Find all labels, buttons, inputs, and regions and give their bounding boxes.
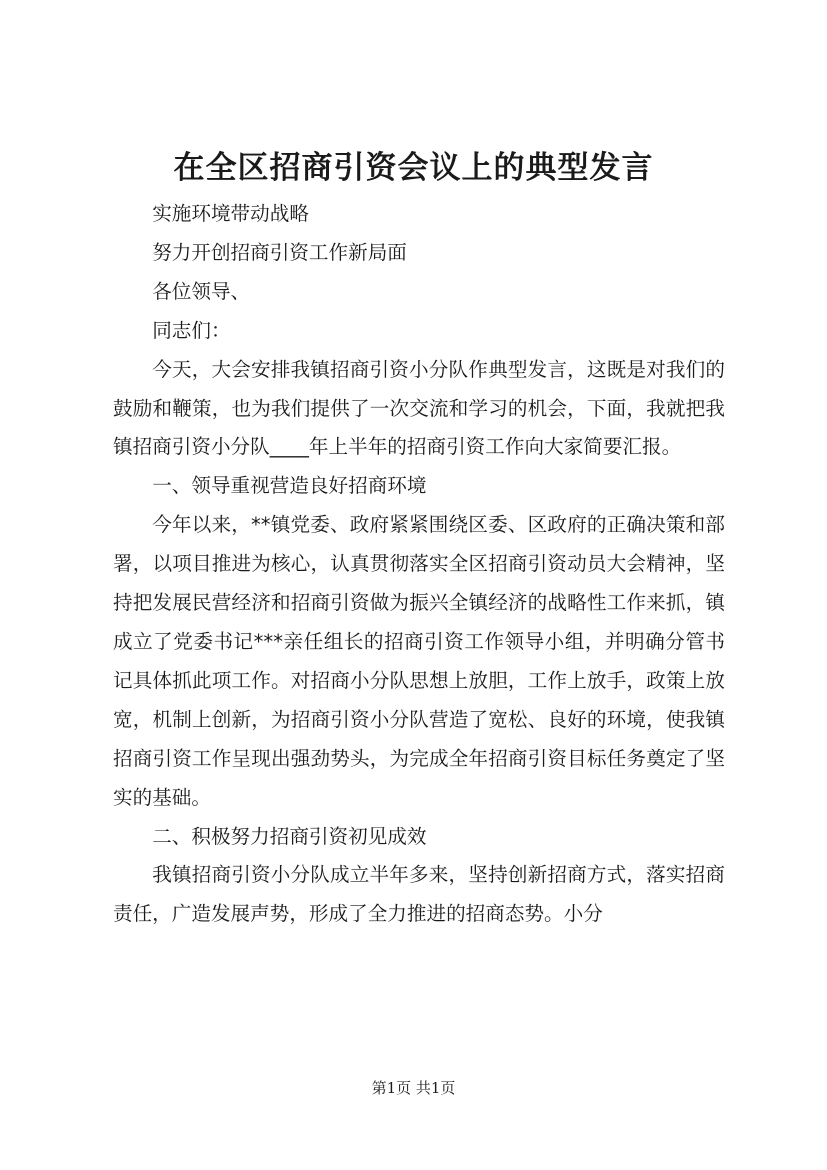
body-paragraph: 实施环境带动战略 <box>152 202 309 225</box>
body-paragraph: 同志们： <box>152 318 231 342</box>
body-paragraph: 今年以来，**镇党委、政府紧紧围绕区委、区政府的正确决策和部署，以项目推进为核心，认真贯彻落实全区招商引资动员大会精神，坚持把发展民营经济和招商引资做为振兴全镇经济的战略性工作来抓，镇成立了党委书记***亲任组长的招商引资工作领导小组，并明确分管书记具体抓此项工作。对招商小分队思想上放胆，工作上放手，政策上放宽，机制上创新，为招商引资小分队营造了宽松、良好的环境，使我镇招商引资工作呈现出强劲势头，为完成全年招商引资目标任务奠定了坚实的基础。 <box>113 513 725 809</box>
document-body <box>113 195 725 934</box>
section-heading: 一、领导重视营造良好招商环境 <box>152 474 427 498</box>
section-heading: 二、积极努力招商引资初见成效 <box>152 824 427 848</box>
page-footer: 第1页 共1页 <box>371 1079 456 1097</box>
body-paragraph: 今天，大会安排我镇招商引资小分队作典型发言，这既是对我们的鼓励和鞭策，也为我们提供了一次交流和学习的机会，下面，我就把我镇招商引资小分队____年上半年的招商引资工作向大家简要汇报。 <box>113 357 725 459</box>
document-title: 在全区招商引资会议上的典型发言 <box>173 150 654 186</box>
body-paragraph: 努力开创招商引资工作新局面 <box>152 240 407 264</box>
body-paragraph: 我镇招商引资小分队成立半年多来，坚持创新招商方式，落实招商责任，广造发展声势，形成了全力推进的招商态势。小分 <box>113 863 725 926</box>
body-paragraph: 各位领导、 <box>152 279 251 303</box>
